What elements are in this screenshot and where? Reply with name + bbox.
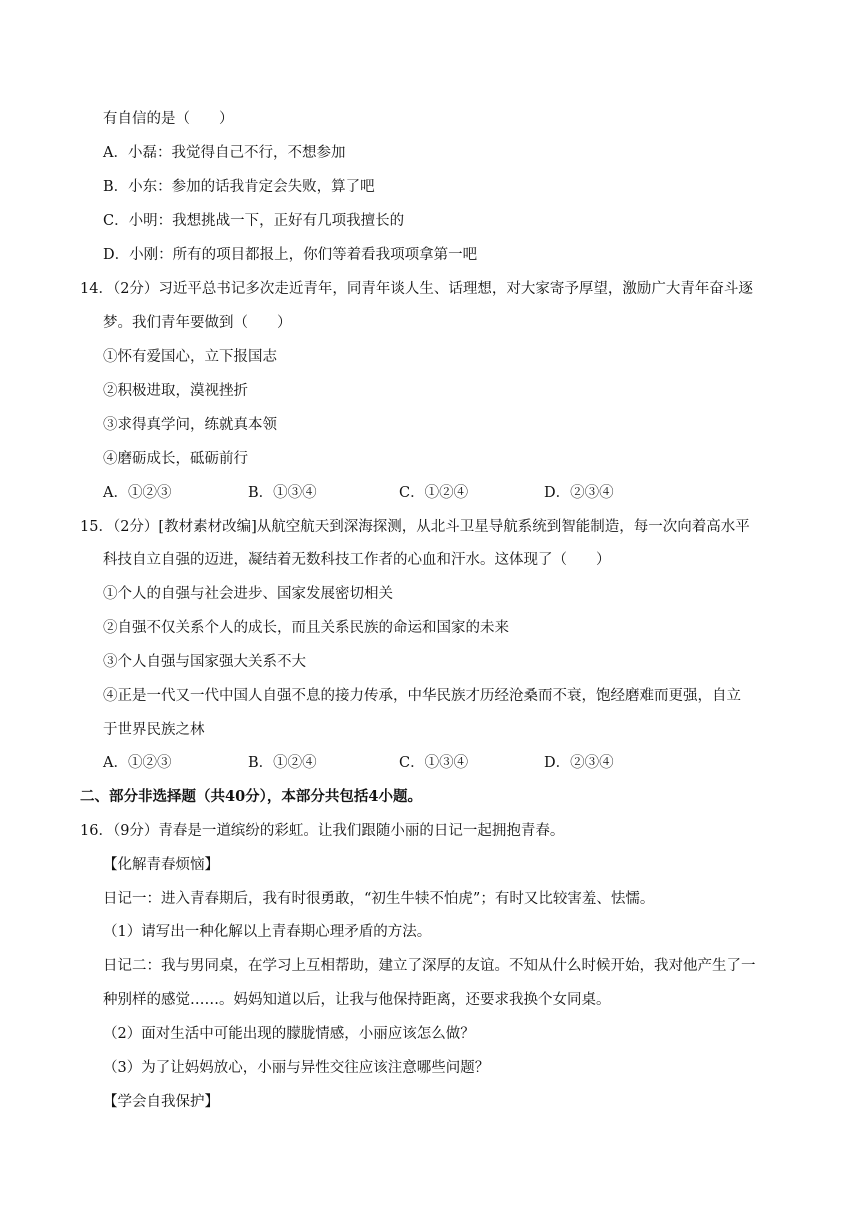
q14-item-4: ④磨砺成长，砥砺前行 [103,451,248,467]
q14-choice-b: B．①③④ [248,485,317,501]
q15-choice-c: C．①③④ [399,755,469,771]
q14-choice-a: A．①②③ [103,485,172,501]
q15-item-4: ④正是一代又一代中国人自强不息的接力传承，中华民族才历经沧桑而不衰，饱经磨难而更强，自立 [103,688,741,704]
q14-stem-line1: 14．（2分）习近平总书记多次走近青年，同青年谈人生、话理想，对大家寄予厚望，激励广大青年奋斗逐 [80,281,753,297]
q14-item-2: ②积极进取，漠视挫折 [103,383,248,399]
q16-question-2: （2）面对生活中可能出现的朦胧情感，小丽应该怎么做？ [103,1026,475,1042]
q15-item-3: ③个人自强与国家强大关系不大 [103,654,306,670]
q16-diary-1: 日记一：进入青春期后，我有时很勇敢，“初生牛犊不怕虎”；有时又比较害羞、怯懦。 [103,891,655,907]
q15-choice-b: B．①②④ [248,755,317,771]
q16-stem: 16．（9分）青春是一道缤纷的彩虹。让我们跟随小丽的日记一起拥抱青春。 [80,823,565,839]
q16-question-1: （1）请写出一种化解以上青春期心理矛盾的方法。 [103,924,432,940]
q14-stem-line2: 梦。我们青年要做到（ ） [103,315,292,331]
q16-diary-2-line1: 日记二：我与男同桌，在学习上互相帮助，建立了深厚的友谊。不知从什么时候开始，我对他产生了一 [103,958,756,974]
q13-option-d: D．小刚：所有的项目都报上，你们等着看我项项拿第一吧 [103,247,478,263]
q13-option-a: A．小磊：我觉得自己不行，不想参加 [103,145,346,161]
q16-subsection-1-title: 【化解青春烦恼】 [103,857,219,873]
q15-stem-line2: 科技自立自强的迈进，凝结着无数科技工作者的心血和汗水。这体现了（ ） [103,552,611,568]
q15-choice-a: A．①②③ [103,755,172,771]
q14-choice-d: D．②③④ [544,485,614,501]
q15-stem-line1: 15．（2分）[教材素材改编]从航空航天到深海探测，从北斗卫星导航系统到智能制造，每一次向着高水平 [80,519,750,535]
q15-item-4-cont: 于世界民族之林 [103,722,205,738]
q14-choices [103,483,763,503]
q15-item-1: ①个人的自强与社会进步、国家发展密切相关 [103,586,393,602]
q15-choice-d: D．②③④ [544,755,614,771]
q16-question-3: （3）为了让妈妈放心，小丽与异性交往应该注意哪些问题？ [103,1060,490,1076]
q14-item-1: ①怀有爱国心，立下报国志 [103,349,277,365]
q15-choices [103,753,763,773]
q13-option-c: C．小明：我想挑战一下，正好有几项我擅长的 [103,213,405,229]
q16-subsection-2-title: 【学会自我保护】 [103,1094,219,1110]
q14-item-3: ③求得真学问，练就真本领 [103,417,277,433]
q13-stem-end: 有自信的是（ ） [103,111,234,127]
section-2-heading: 二、部分非选择题（共40分），本部分共包括4小题。 [80,788,423,805]
q14-choice-c: C．①②④ [399,485,469,501]
q13-option-b: B．小东：参加的话我肯定会失败，算了吧 [103,179,375,195]
q16-diary-2-line2: 种别样的感觉……。妈妈知道以后，让我与他保持距离，还要求我换个女同桌。 [103,992,611,1008]
q15-item-2: ②自强不仅关系个人的成长，而且关系民族的命运和国家的未来 [103,620,509,636]
